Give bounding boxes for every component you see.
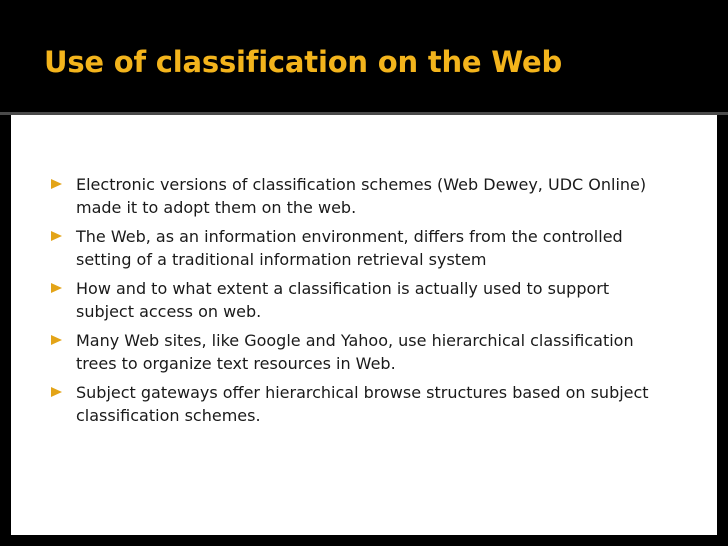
triangle-bullet-icon	[51, 231, 62, 241]
bullet-item	[51, 277, 691, 323]
triangle-bullet-icon	[51, 335, 62, 345]
bullet-item	[51, 225, 691, 271]
slide-title: Use of classification on the Web	[44, 45, 563, 79]
title-bar	[0, 0, 728, 112]
bullet-line: Many Web sites, like Google and Yahoo, use hierarchical classification	[76, 331, 634, 350]
bullet-item	[51, 329, 691, 375]
bullet-list	[51, 173, 691, 433]
bullet-line: Subject gateways offer hierarchical browse structures based on subject	[76, 383, 649, 402]
triangle-bullet-icon	[51, 179, 62, 189]
bullet-item	[51, 381, 691, 427]
bullet-line: How and to what extent a classification is actually used to support	[76, 279, 610, 298]
bullet-line: made it to adopt them on the web.	[76, 198, 357, 217]
triangle-bullet-icon	[51, 283, 62, 293]
bullet-line: Electronic versions of classification schemes (Web Dewey, UDC Online)	[76, 175, 647, 194]
content-area	[11, 115, 717, 535]
bullet-item	[51, 173, 691, 219]
bullet-line: trees to organize text resources in Web.	[76, 354, 396, 373]
triangle-bullet-icon	[51, 387, 62, 397]
bullet-line: subject access on web.	[76, 302, 262, 321]
bullet-line: setting of a traditional information retrieval system	[76, 250, 487, 269]
bullet-line: The Web, as an information environment, differs from the controlled	[76, 227, 623, 246]
bullet-line: classification schemes.	[76, 406, 261, 425]
